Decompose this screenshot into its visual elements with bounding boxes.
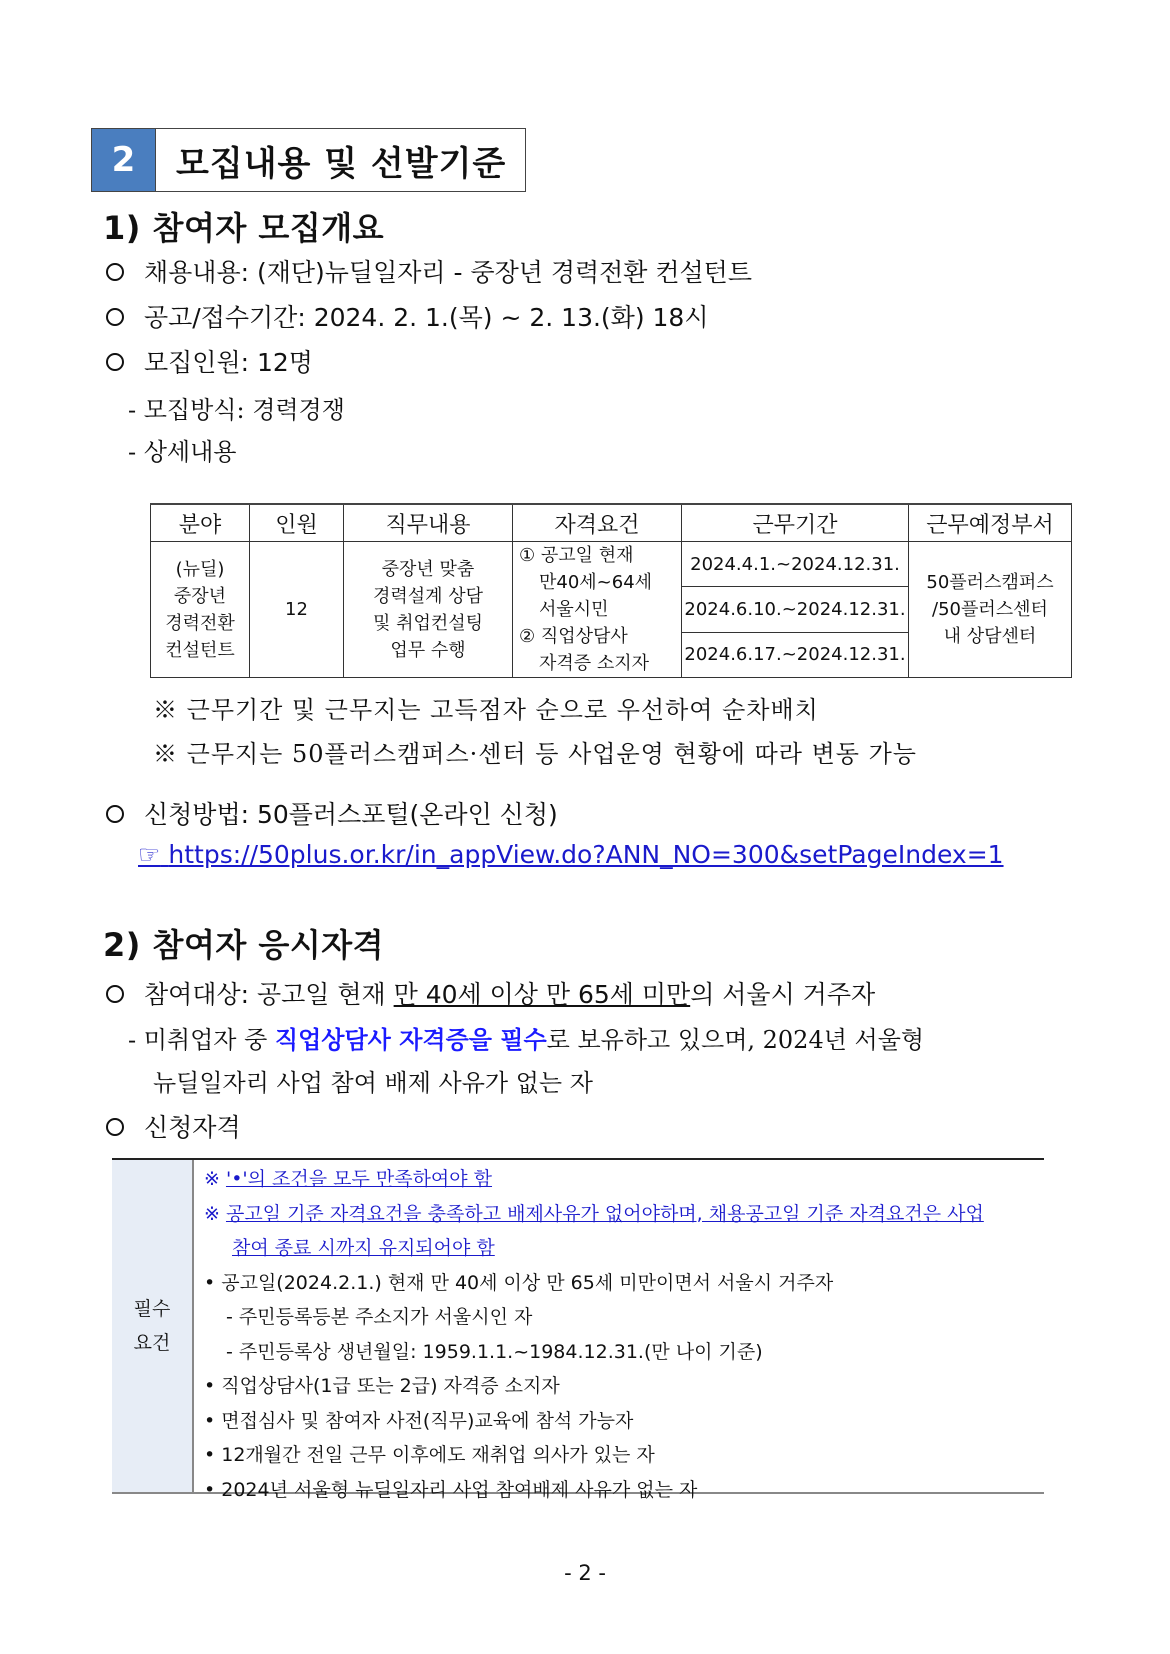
section-number: 2 — [92, 129, 156, 191]
recruitment-method: - 모집방식: 경력경쟁 — [128, 396, 345, 424]
header-qualifications: 자격요건 — [513, 504, 682, 542]
cell-count: 12 — [250, 542, 344, 678]
table-header-row — [151, 504, 1072, 542]
target-detail-line1: - 미취업자 중 직업상담사 자격증을 필수로 보유하고 있으며, 2024년 서울형 — [128, 1025, 925, 1054]
required-certificate-highlight: 직업상담사 자격증을 필수 — [274, 1025, 547, 1054]
cell-duties: 중장년 맞춤 경력설계 상담 및 취업컨설팅 업무 수행 — [344, 542, 513, 678]
bullet-application-period: 공고/접수기간: 2024. 2. 1.(목) ~ 2. 13.(화) 18시 — [106, 298, 708, 334]
cell-field: (뉴딜) 중장년 경력전환 컨설턴트 — [151, 542, 250, 678]
bullet-apply-method: 신청방법: 50플러스포털(온라인 신청) — [106, 795, 558, 831]
bullet-headcount: 모집인원: 12명 — [106, 343, 313, 379]
requirements-label: 필수 요건 — [112, 1160, 194, 1492]
table-row — [151, 542, 1072, 587]
requirement-item: • 공고일(2024.2.1.) 현재 만 40세 이상 만 65세 미만이면서 서울시 거주자 — [204, 1271, 834, 1294]
circle-bullet-icon — [106, 985, 124, 1003]
part1-heading: 1) 참여자 모집개요 — [103, 209, 385, 247]
header-period: 근무기간 — [682, 504, 909, 542]
part2-heading: 2) 참여자 응시자격 — [103, 926, 385, 964]
section-title: 모집내용 및 선발기준 — [176, 143, 507, 184]
cell-period-2: 2024.6.10.~2024.12.31. — [682, 587, 909, 632]
recruitment-detail-table — [150, 503, 1072, 678]
note-eligibility-maintain-1: ※ 공고일 기준 자격요건을 충족하고 배제사유가 없어야하며, 채용공고일 기준 자격요건은 사업 — [204, 1202, 984, 1225]
circle-bullet-icon — [106, 263, 124, 281]
header-duties: 직무내용 — [344, 504, 513, 542]
note-eligibility-maintain-2: 참여 종료 시까지 유지되어야 함 — [232, 1237, 495, 1259]
cell-department: 50플러스캠퍼스 /50플러스센터 내 상담센터 — [909, 542, 1072, 678]
header-count: 인원 — [250, 504, 344, 542]
requirement-subitem: - 주민등록상 생년월일: 1959.1.1.~1984.12.31.(만 나이 기준) — [226, 1340, 763, 1363]
requirement-item: • 12개월간 전일 근무 이후에도 재취업 의사가 있는 자 — [204, 1444, 655, 1466]
requirements-body — [194, 1160, 1044, 1501]
details-label: - 상세내용 — [128, 438, 237, 466]
circle-bullet-icon — [106, 353, 124, 371]
note-workplace-change: ※ 근무지는 50플러스캠퍼스·센터 등 사업운영 현황에 따라 변동 가능 — [153, 740, 917, 768]
apply-link-url[interactable]: https://50plus.or.kr/in_appView.do?ANN_NO=300&setPageIndex=1 — [168, 840, 1004, 869]
bullet-target: 참여대상: 공고일 현재 만 40세 이상 만 65세 미만의 서울시 거주자 — [106, 975, 875, 1011]
note-placement-order: ※ 근무기간 및 근무지는 고득점자 순으로 우선하여 순차배치 — [153, 696, 819, 724]
circle-bullet-icon — [106, 805, 124, 823]
age-range-underlined: 만 40세 이상 만 65세 미만 — [393, 980, 691, 1009]
circle-bullet-icon — [106, 308, 124, 326]
cell-period-3: 2024.6.17.~2024.12.31. — [682, 632, 909, 677]
requirement-item: • 2024년 서울형 뉴딜일자리 사업 참여배제 사유가 없는 자 — [204, 1478, 698, 1501]
header-field: 분야 — [151, 504, 250, 542]
requirement-subitem: - 주민등록등본 주소지가 서울시인 자 — [226, 1306, 533, 1328]
bullet-recruitment-content: 채용내용: (재단)뉴딜일자리 - 중장년 경력전환 컨설턴트 — [106, 253, 752, 289]
cell-qualifications: ① 공고일 현재 만40세~64세 서울시민 ② 직업상담사 자격증 소지자 — [513, 542, 682, 678]
pointing-hand-icon: ☞ — [138, 840, 161, 869]
target-detail-line2: 뉴딜일자리 사업 참여 배제 사유가 없는 자 — [153, 1069, 593, 1097]
requirements-box — [112, 1158, 1044, 1501]
apply-link[interactable] — [138, 840, 1004, 869]
section-header — [91, 128, 526, 192]
note-all-conditions: ※ '•'의 조건을 모두 만족하여야 함 — [204, 1168, 493, 1190]
circle-bullet-icon — [106, 1118, 124, 1136]
page-number: - 2 - — [564, 1561, 606, 1585]
header-department: 근무예정부서 — [909, 504, 1072, 542]
requirement-item: • 직업상담사(1급 또는 2급) 자격증 소지자 — [204, 1375, 560, 1397]
cell-period-1: 2024.4.1.~2024.12.31. — [682, 542, 909, 587]
bullet-eligibility: 신청자격 — [106, 1108, 241, 1144]
requirement-item: • 면접심사 및 참여자 사전(직무)교육에 참석 가능자 — [204, 1409, 634, 1432]
